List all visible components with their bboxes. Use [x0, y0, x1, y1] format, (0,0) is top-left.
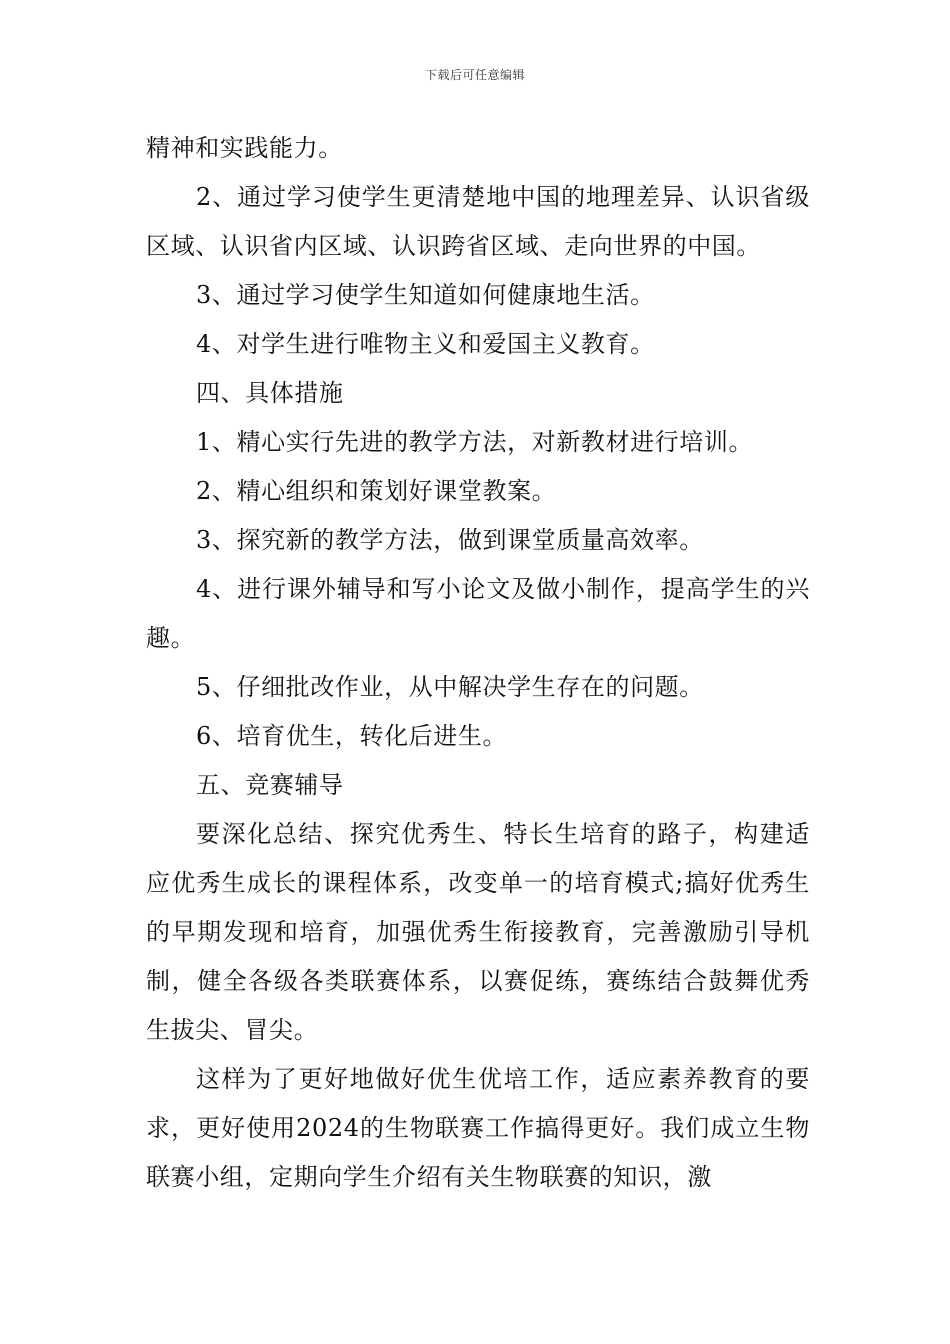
- paragraph: 3、通过学习使学生知道如何健康地生活。: [196, 281, 655, 309]
- document-body: [146, 124, 810, 1202]
- section-heading: 五、竞赛辅导: [196, 771, 344, 799]
- paragraph: 2、通过学习使学生更清楚地中国的地理差异、认识省级区域、认识省内区域、认识跨省区域、走向世界的中国。: [146, 183, 810, 260]
- header-note: 下载后可任意编辑: [424, 68, 525, 82]
- section-heading: 四、具体措施: [196, 379, 344, 407]
- paragraph: 5、仔细批改作业，从中解决学生存在的问题。: [196, 673, 704, 701]
- paragraph: 精神和实践能力。: [146, 134, 343, 162]
- paragraph: 4、对学生进行唯物主义和爱国主义教育。: [196, 330, 655, 358]
- paragraph: 要深化总结、探究优秀生、特长生培育的路子，构建适应优秀生成长的课程体系，改变单一的培育模式;搞好优秀生的早期发现和培育，加强优秀生衔接教育，完善激励引导机制，健全各级各类联赛体系，以赛促练，赛练结合鼓舞优秀生拔尖、冒尖。: [146, 820, 810, 1044]
- paragraph: 这样为了更好地做好优生优培工作，适应素养教育的要求，更好使用2024的生物联赛工作搞得更好。我们成立生物联赛小组，定期向学生介绍有关生物联赛的知识，激: [146, 1065, 810, 1191]
- paragraph: 1、精心实行先进的教学方法，对新教材进行培训。: [196, 428, 754, 456]
- paragraph: 3、探究新的教学方法，做到课堂质量高效率。: [196, 526, 704, 554]
- paragraph: 2、精心组织和策划好课堂教案。: [196, 477, 557, 505]
- paragraph: 6、培育优生，转化后进生。: [196, 722, 508, 750]
- paragraph: 4、进行课外辅导和写小论文及做小制作，提高学生的兴趣。: [146, 575, 810, 652]
